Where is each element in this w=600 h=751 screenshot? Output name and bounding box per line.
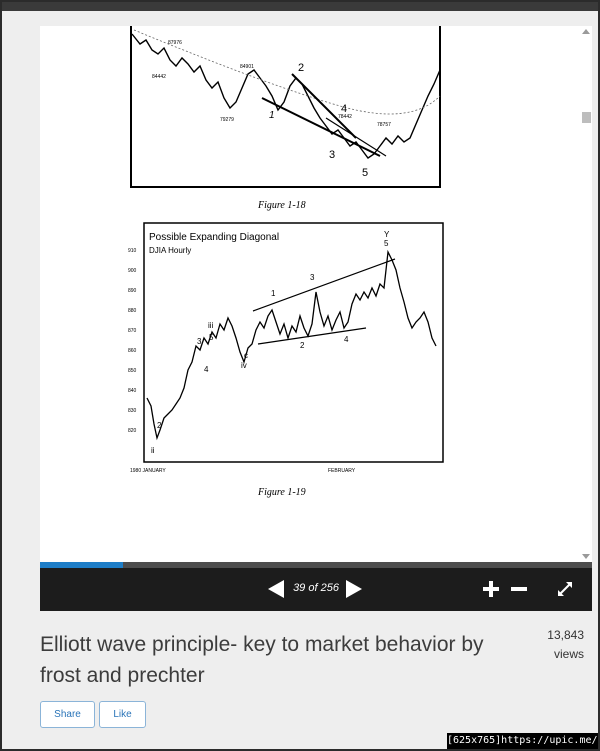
chart-subtitle: DJIA Hourly [149,246,192,255]
image-watermark: [625x765]https://upic.me/ [447,733,598,749]
plus-icon[interactable] [480,578,502,600]
value-label: 84901 [240,64,254,70]
y-tick: 900 [128,268,137,274]
expand-arrows-icon[interactable] [554,578,576,600]
wave-label: 3 [310,273,315,282]
vertical-scrollbar[interactable] [580,26,592,562]
figure-caption: Figure 1-19 [258,487,306,498]
wave-label: 2 [157,421,162,430]
y-tick: 860 [128,348,137,354]
wave-label: 2 [300,341,305,350]
scroll-thumb[interactable] [582,112,591,123]
wave-label: 2 [298,62,305,74]
wave-label: 4 [344,335,349,344]
y-tick: 910 [128,248,137,254]
y-tick: 880 [128,308,137,314]
viewer-controls [40,568,592,611]
value-label: 84442 [152,74,166,80]
wave-label: c [244,351,248,360]
x-axis-label: FEBRUARY [328,468,356,474]
wave-label: 4 [341,103,348,115]
chart-title: Possible Expanding Diagonal [149,232,280,243]
triangle-right-icon[interactable] [346,580,362,598]
y-tick: 820 [128,428,137,434]
document-viewer[interactable] [40,26,592,562]
figure-caption: Figure 1-18 [258,200,306,211]
x-axis-label: 1980 JANUARY [130,468,166,474]
wave-label: Y [384,230,390,239]
wave-label: 5 [209,333,214,342]
figure-1-18 [131,26,440,211]
price-line [147,252,436,438]
share-button[interactable]: Share [40,701,95,728]
document-page [40,26,580,562]
y-tick: 840 [128,388,137,394]
scroll-down-icon[interactable] [582,554,590,559]
y-tick: 890 [128,288,137,294]
minus-icon[interactable] [508,578,530,600]
wave-label: ii [151,446,155,455]
wave-label: iii [208,321,214,330]
wave-label: 1 [271,289,276,298]
triangle-left-icon[interactable] [268,580,284,598]
y-tick: 870 [128,328,137,334]
wave-label: 3 [197,337,202,346]
wave-label: 3 [329,149,336,161]
wave-label: 5 [384,239,389,248]
value-label: 87976 [168,40,182,46]
value-label: 78757 [377,122,391,128]
views-counter [510,626,584,664]
page-scan [40,26,580,562]
y-tick: 830 [128,408,137,414]
y-axis-ticks [128,248,137,434]
wave-label: iv [241,361,247,370]
views-count: 13,843 [547,628,584,642]
y-tick: 850 [128,368,137,374]
wave-label: 5 [362,167,369,179]
figure-1-19 [128,223,443,498]
price-line [132,34,440,158]
page-indicator: 39 of 256 [293,582,339,594]
document-title[interactable]: Elliott wave principle- key to market behavior by frost and prechter [40,633,484,687]
views-label: views [553,647,584,661]
wave-label: 4 [204,365,209,374]
value-label: 78442 [338,114,352,120]
like-button[interactable]: Like [99,701,146,728]
top-bar [2,2,598,11]
value-label: 79279 [220,117,234,123]
wave-label: 1 [269,110,275,121]
scroll-up-icon[interactable] [582,29,590,34]
